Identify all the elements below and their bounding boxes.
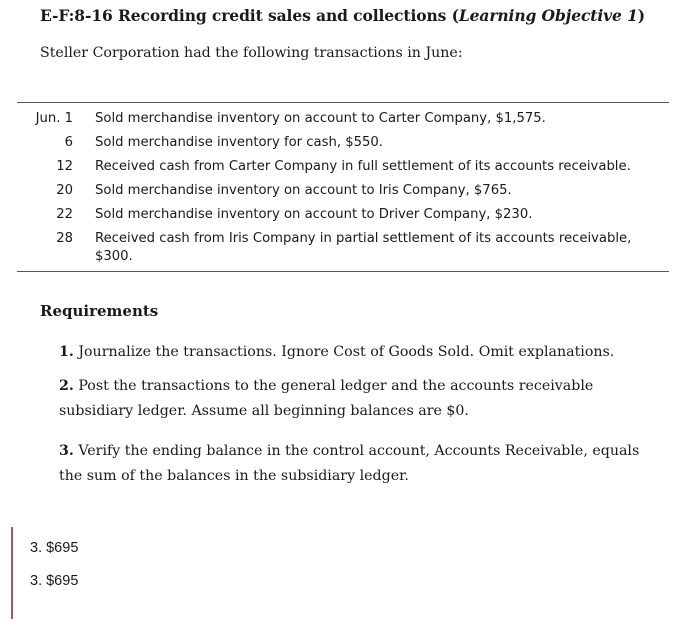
requirement-text: Verify the ending balance in the control account, Accounts Receivable, equals the sum of the balances in the subsidiary ledger. <box>59 443 640 484</box>
transaction-date: Jun. 1 <box>35 111 73 126</box>
requirements-heading: Requirements <box>40 302 159 320</box>
transaction-row <box>17 227 669 266</box>
transaction-row <box>17 179 669 203</box>
transaction-date: 6 <box>64 135 73 150</box>
transactions-table <box>17 102 669 272</box>
transaction-description: Sold merchandise inventory on account to Carter Company, $1,575. <box>95 111 546 126</box>
requirement-text: Journalize the transactions. Ignore Cost of Goods Sold. Omit explanations. <box>78 344 615 360</box>
transaction-date: 12 <box>56 159 73 174</box>
transaction-date: 28 <box>56 231 73 246</box>
answer-text: 3. $695 <box>30 540 79 556</box>
intro-text: Steller Corporation had the following transactions in June: <box>40 45 463 61</box>
transaction-row <box>17 155 669 179</box>
requirement-item <box>59 439 664 489</box>
exercise-title-main: E-F:8-16 Recording credit sales and collections ( <box>40 6 459 25</box>
learning-objective: Learning Objective 1 <box>458 6 638 25</box>
transaction-date: 20 <box>56 183 73 198</box>
answer-accent-bar <box>11 527 13 619</box>
transaction-description: Received cash from Carter Company in full settlement of its accounts receivable. <box>95 159 631 174</box>
requirement-item <box>59 374 664 424</box>
exercise-title <box>40 6 645 25</box>
requirement-number: 3. <box>59 443 74 459</box>
requirement-number: 2. <box>59 378 74 394</box>
transaction-description: Sold merchandise inventory on account to Iris Company, $765. <box>95 183 512 198</box>
transaction-date: 22 <box>56 207 73 222</box>
requirement-number: 1. <box>59 344 74 360</box>
exercise-title-end: ) <box>637 6 646 25</box>
transaction-description: Received cash from Iris Company in partial settlement of its accounts receivable, $300. <box>95 231 632 264</box>
requirement-text: Post the transactions to the general ledger and the accounts receivable subsidiary ledger. Assume all beginning balances are $0. <box>59 378 594 419</box>
transaction-description: Sold merchandise inventory for cash, $550. <box>95 135 383 150</box>
answer-text: 3. $695 <box>30 573 79 589</box>
transaction-row <box>17 131 669 155</box>
transaction-description: Sold merchandise inventory on account to Driver Company, $230. <box>95 207 533 222</box>
transaction-row <box>17 203 669 227</box>
transaction-row <box>17 107 669 131</box>
requirement-item <box>59 340 664 365</box>
